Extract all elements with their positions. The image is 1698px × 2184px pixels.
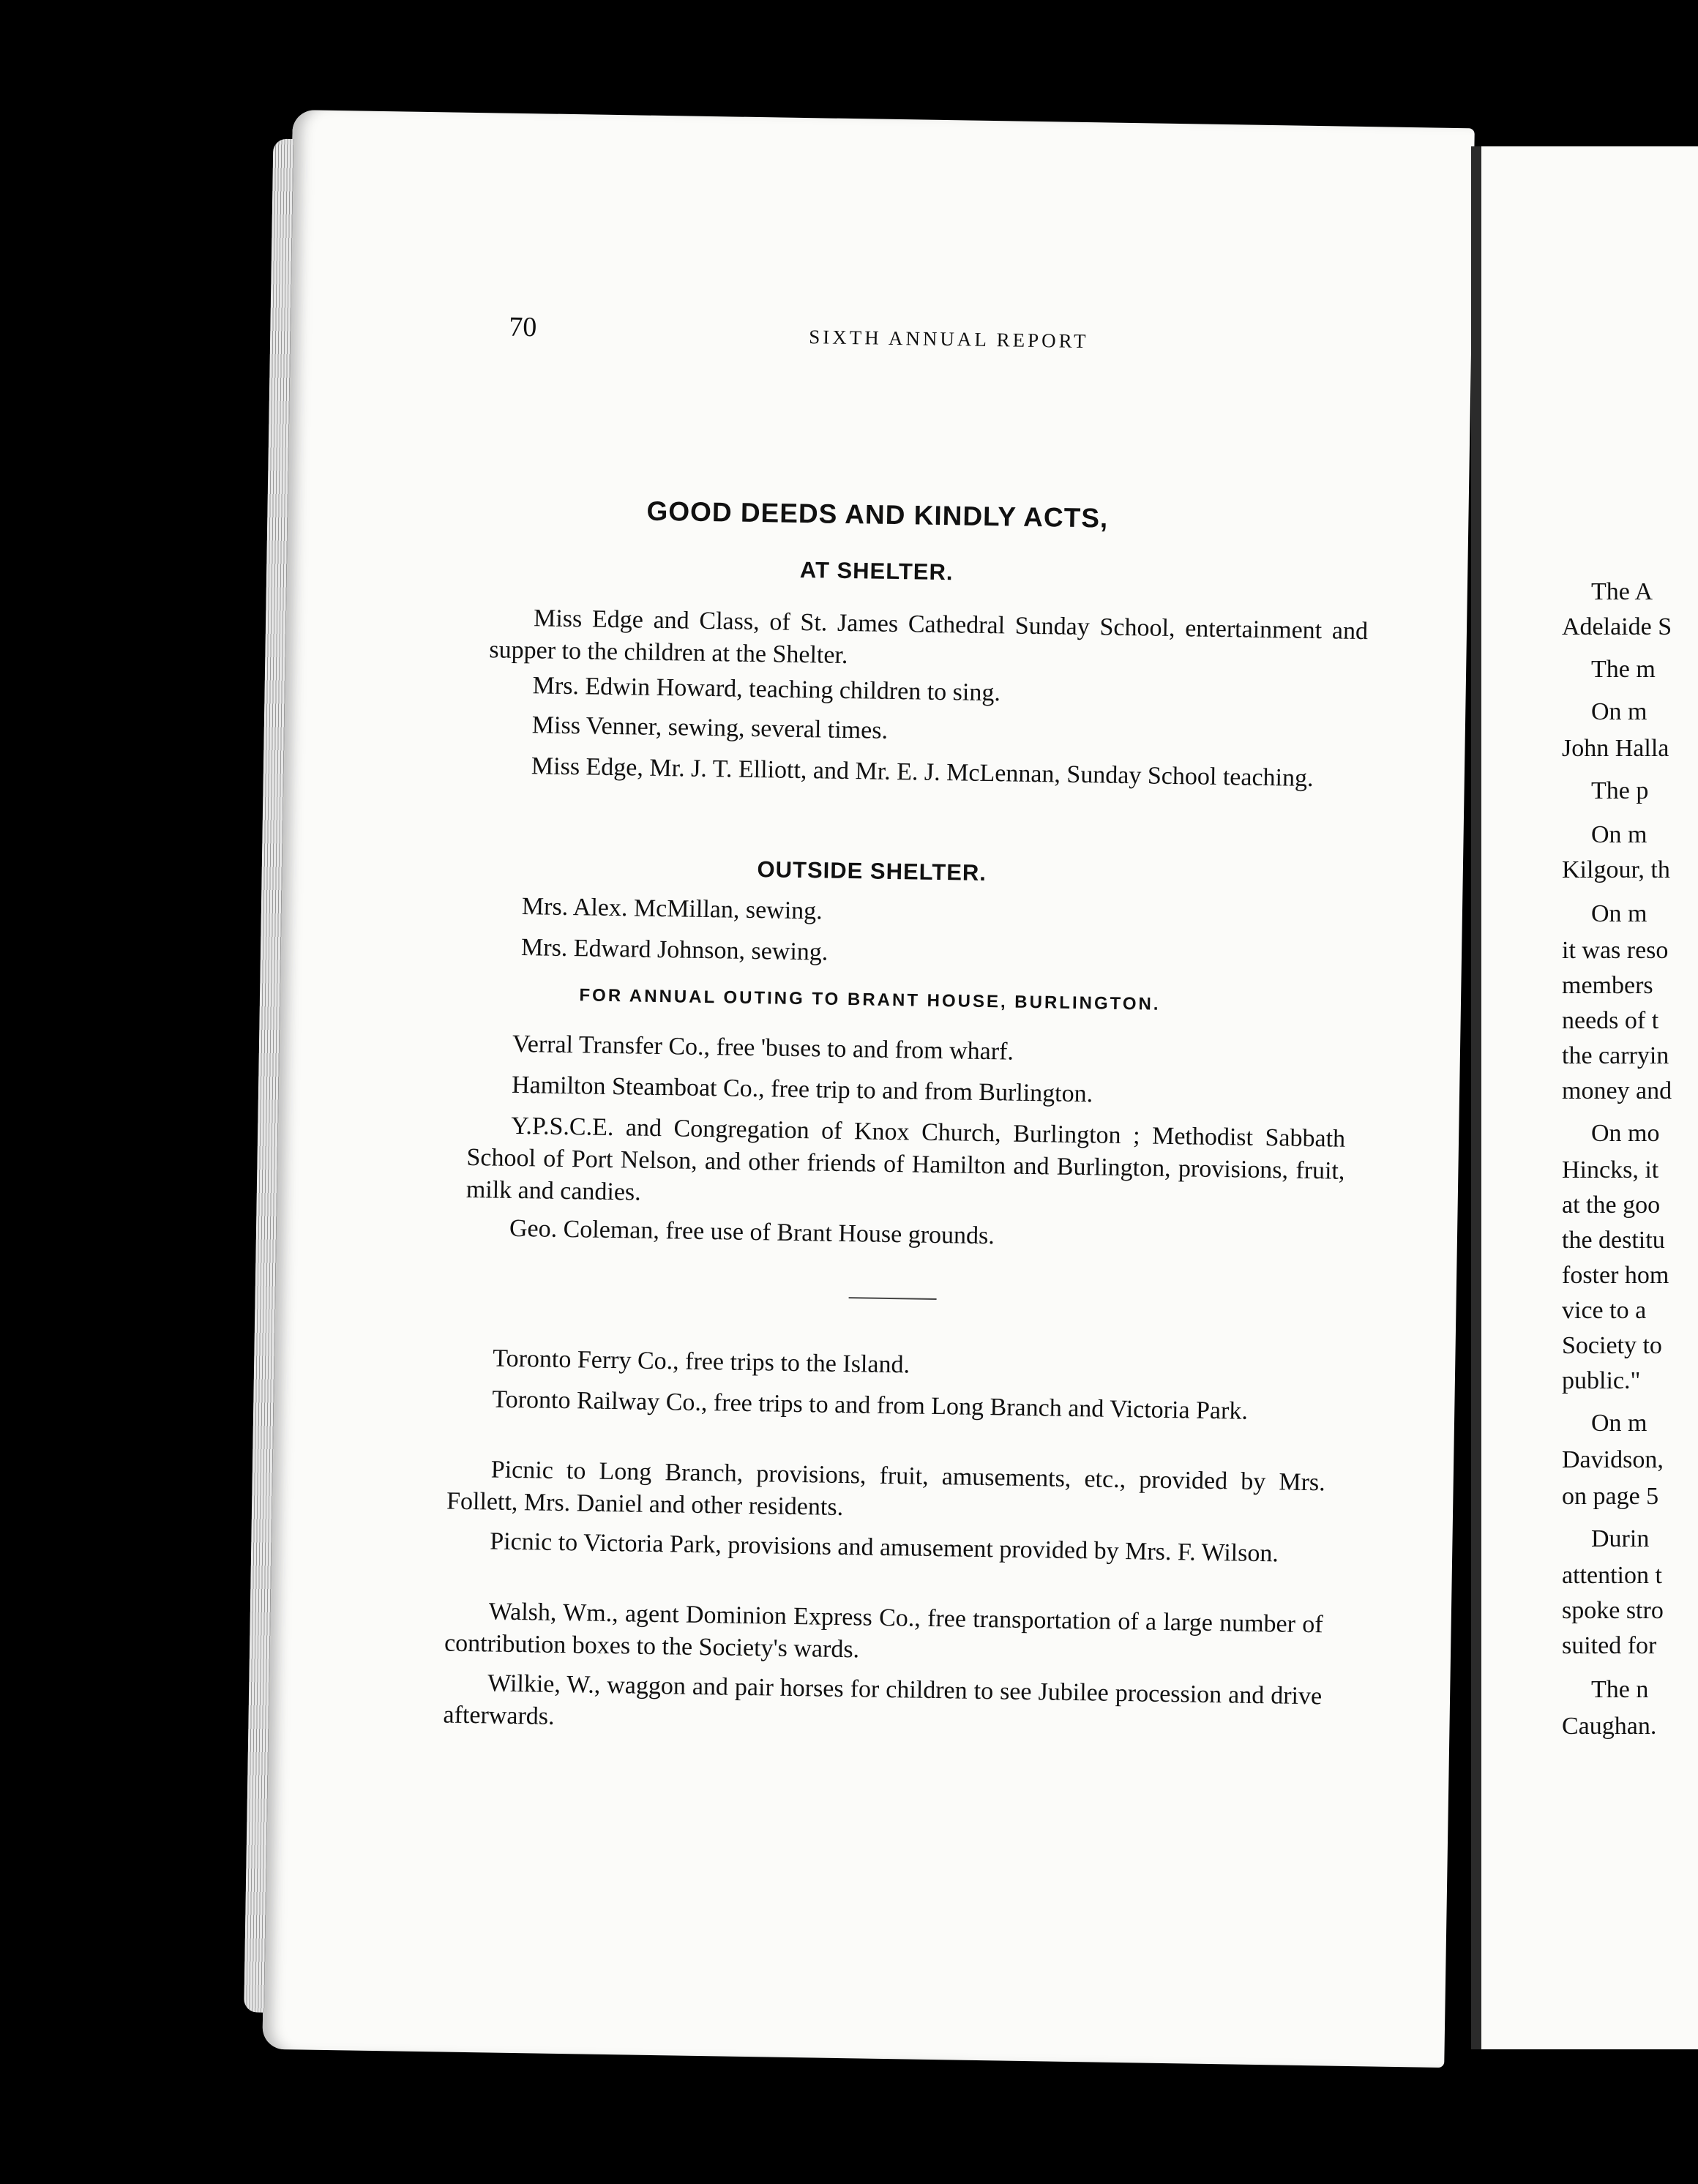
right-line: Society to <box>1562 1332 1662 1359</box>
right-line: The p <box>1591 777 1649 804</box>
entry-at-shelter-4: Miss Edge, Mr. J. T. Elliott, and Mr. E. J. McLennan, Sunday School teaching. <box>531 752 1314 793</box>
entry-other-6: Wilkie, W., waggon and pair horses for children to see Jubilee procession and drive afterwards. <box>443 1669 1323 1730</box>
right-line: Kilgour, th <box>1562 856 1670 883</box>
right-line: spoke stro <box>1562 1597 1664 1624</box>
right-page <box>1471 146 1698 2049</box>
right-line: needs of t <box>1562 1007 1659 1034</box>
entry-outside-2: Mrs. Edward Johnson, sewing. <box>520 934 829 966</box>
right-line: On mo <box>1591 1120 1660 1147</box>
right-line: the carryin <box>1562 1042 1669 1069</box>
right-line: Durin <box>1591 1525 1650 1552</box>
right-line: money and <box>1562 1077 1672 1104</box>
right-line: The n <box>1591 1676 1649 1703</box>
right-line: Adelaide S <box>1562 613 1672 640</box>
running-title: SIXTH ANNUAL REPORT <box>808 326 1089 353</box>
entry-other-3: Picnic to Long Branch, provisions, fruit, amusements, etc., provided by Mrs. Follett, Mrs. Daniel and other residents. <box>446 1456 1325 1522</box>
right-line: suited for <box>1562 1632 1657 1659</box>
entry-other-2: Toronto Railway Co., free trips to and from Long Branch and Victoria Park. <box>492 1385 1249 1425</box>
page-number: 70 <box>509 311 537 343</box>
entry-at-shelter-1: Miss Edge and Class, of St. James Cathedral Sunday School, entertainment and supper to the children at the Shelter. <box>489 605 1369 670</box>
right-line: at the goo <box>1562 1192 1661 1219</box>
right-line: it was reso <box>1562 937 1669 964</box>
right-line: On m <box>1591 1410 1647 1437</box>
section-divider <box>849 1297 937 1300</box>
subheading-outside-shelter: OUTSIDE SHELTER. <box>757 856 987 886</box>
entry-outing-1: Verral Transfer Co., free 'buses to and from wharf. <box>512 1030 1014 1066</box>
entry-outing-3: Y.P.S.C.E. and Congregation of Knox Church, Burlington ; Methodist Sabbath School of Port Nelson, and other friends of Hamilton and Burlington, provisions, fruit, milk and candies. <box>465 1112 1346 1206</box>
entry-other-5: Walsh, Wm., agent Dominion Express Co., free transportation of a large number of contribution boxes to the Society's wards. <box>444 1598 1323 1664</box>
right-line: Hincks, it <box>1562 1156 1659 1183</box>
right-line: vice to a <box>1562 1297 1647 1324</box>
right-line: John Halla <box>1562 735 1669 762</box>
right-line: public." <box>1562 1367 1641 1394</box>
right-line: On m <box>1591 900 1647 927</box>
subheading-annual-outing: FOR ANNUAL OUTING TO BRANT HOUSE, BURLINGTON. <box>579 985 1161 1014</box>
right-line: The A <box>1591 578 1653 605</box>
right-line: On m <box>1591 821 1647 848</box>
entry-other-1: Toronto Ferry Co., free trips to the Island. <box>492 1345 910 1379</box>
entry-outing-4: Geo. Coleman, free use of Brant House grounds. <box>509 1214 995 1250</box>
page-edge <box>244 139 293 2013</box>
right-line: foster hom <box>1562 1262 1669 1289</box>
entry-outing-2: Hamilton Steamboat Co., free trip to and from Burlington. <box>511 1071 1093 1108</box>
right-line: members <box>1562 972 1653 999</box>
right-line: Davidson, <box>1562 1446 1664 1473</box>
right-line: attention t <box>1562 1562 1662 1589</box>
right-line: Caughan. <box>1562 1713 1657 1740</box>
right-line: The m <box>1591 656 1656 683</box>
right-line: on page 5 <box>1562 1483 1659 1510</box>
section-title: GOOD DEEDS AND KINDLY ACTS, <box>646 495 1109 534</box>
entry-at-shelter-2: Mrs. Edwin Howard, teaching children to sing. <box>532 672 1001 707</box>
entry-other-4: Picnic to Victoria Park, provisions and amusement provided by Mrs. F. Wilson. <box>490 1527 1279 1568</box>
right-line: On m <box>1591 698 1647 725</box>
entry-outside-1: Mrs. Alex. McMillan, sewing. <box>521 893 823 925</box>
right-line: the destitu <box>1562 1227 1665 1254</box>
subheading-at-shelter: AT SHELTER. <box>799 556 954 586</box>
entry-at-shelter-3: Miss Venner, sewing, several times. <box>531 711 889 744</box>
left-page <box>262 110 1474 2068</box>
